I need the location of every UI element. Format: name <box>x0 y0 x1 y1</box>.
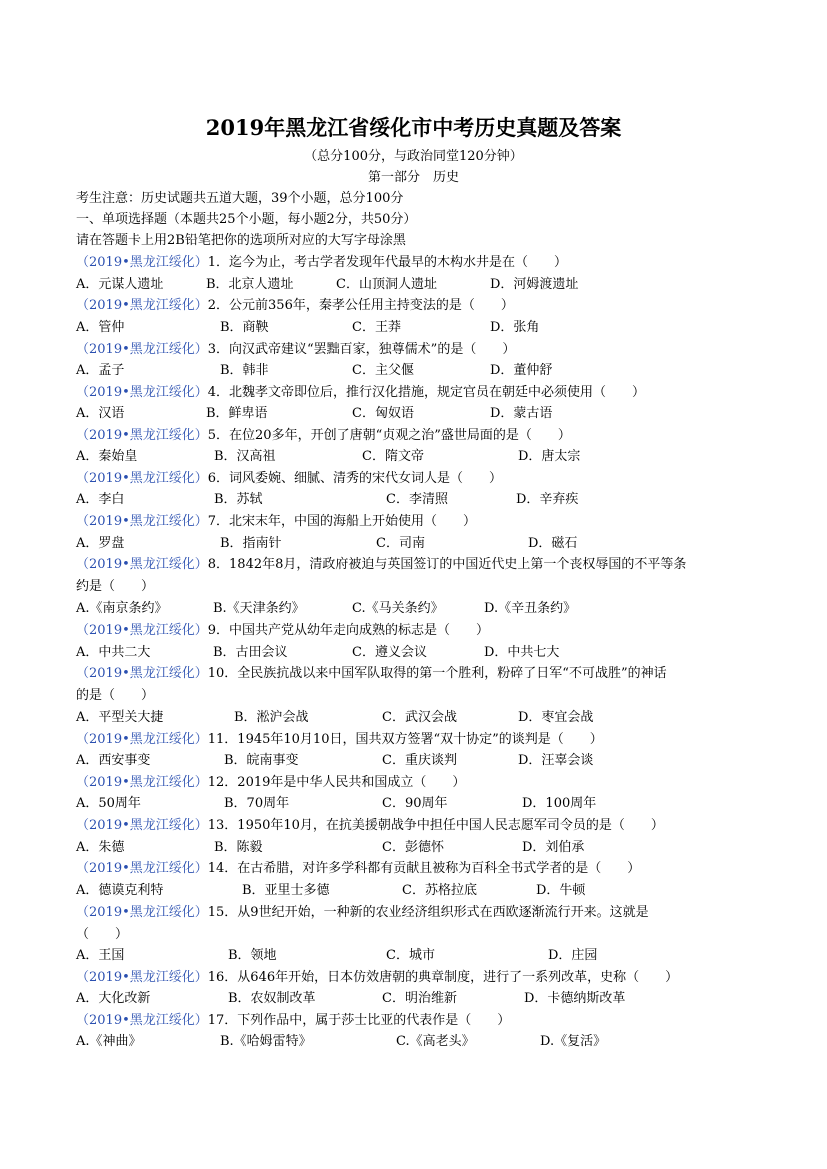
question-13-option-d: D．刘伯承 <box>522 840 585 855</box>
question-source: （2019•黑龙江绥化） <box>76 1013 208 1028</box>
question-3-option-d: D．董仲舒 <box>490 363 553 378</box>
question-16-option-b: B．农奴制改革 <box>228 991 316 1006</box>
page-subtitle: （总分100分，与政治同堂120分钟） <box>304 149 523 164</box>
question-4-stem <box>76 385 645 401</box>
question-15-option-c: C．城市 <box>386 948 435 963</box>
question-source: （2019•黑龙江绥化） <box>76 557 208 572</box>
question-text: 10．全民族抗战以来中国军队取得的第一个胜利，粉碎了日军“不可战胜”的神话 <box>207 666 667 681</box>
exam-notice: 考生注意：历史试题共五道大题，39个小题，总分100分 <box>76 191 404 206</box>
question-12-option-c: C．90周年 <box>382 796 448 811</box>
question-9-option-a: A．中共二大 <box>76 645 151 660</box>
question-9-option-c: C．遵义会议 <box>352 645 427 660</box>
question-11-option-c: C．重庆谈判 <box>382 753 457 768</box>
question-text: 17．下列作品中，属于莎士比亚的代表作是（ ） <box>207 1013 511 1028</box>
question-source: （2019•黑龙江绥化） <box>76 342 208 357</box>
question-12-option-d: D．100周年 <box>522 796 597 811</box>
question-12-stem <box>76 775 465 791</box>
question-1-option-a: A．元谋人遗址 <box>76 277 164 292</box>
question-text: 16．从646年开始，日本仿效唐朝的典章制度，进行了一系列改革，史称（ ） <box>207 970 679 985</box>
question-16-option-d: D．卡德纳斯改革 <box>524 991 626 1006</box>
question-1-option-c: C．山顶洞人遗址 <box>336 277 437 292</box>
question-17-option-c: C.《高老头》 <box>396 1034 475 1049</box>
section-heading: 一、单项选择题（本题共25个小题，每小题2分，共50分） <box>76 212 417 227</box>
question-6-stem <box>76 471 502 487</box>
question-source: （2019•黑龙江绥化） <box>76 428 208 443</box>
question-source: （2019•黑龙江绥化） <box>76 666 208 681</box>
question-17-stem <box>76 1013 510 1029</box>
question-6-option-b: B．苏轼 <box>214 492 263 507</box>
question-5-stem <box>76 428 571 444</box>
question-text: 12．2019年是中华人民共和国成立（ ） <box>207 775 466 790</box>
answer-instruction: 请在答题卡上用2B铅笔把你的选项所对应的大写字母涂黑 <box>76 233 406 248</box>
question-12-option-b: B．70周年 <box>224 796 290 811</box>
question-source: （2019•黑龙江绥化） <box>76 623 208 638</box>
question-text: 1．迄今为止，考古学者发现年代最早的木构水井是在（ ） <box>207 255 568 270</box>
question-text: 8．1842年8月，清政府被迫与英国签订的中国近代史上第一个丧权辱国的不平等条 <box>207 557 687 572</box>
question-2-option-b: B．商鞅 <box>220 320 269 335</box>
question-9-option-b: B．古田会议 <box>213 645 288 660</box>
question-8-stem-continued: 约是（ ） <box>76 579 155 594</box>
question-4-option-d: D．蒙古语 <box>490 406 553 421</box>
question-9-stem <box>76 623 489 639</box>
question-text: 3．向汉武帝建议“罢黜百家，独尊儒术”的是（ ） <box>207 342 516 357</box>
question-10-option-c: C．武汉会战 <box>382 710 457 725</box>
question-11-option-a: A．西安事变 <box>76 753 151 768</box>
question-5-option-b: B．汉高祖 <box>214 449 276 464</box>
question-7-option-d: D．磁石 <box>528 536 578 551</box>
question-14-option-a: A．德谟克利特 <box>76 883 164 898</box>
question-11-stem <box>76 732 603 748</box>
question-12-option-a: A．50周年 <box>76 796 141 811</box>
question-16-option-a: A．大化改新 <box>76 991 151 1006</box>
question-10-stem-continued: 的是（ ） <box>76 688 155 703</box>
question-text: 6．词风委婉、细腻、清秀的宋代女词人是（ ） <box>207 471 503 486</box>
question-3-option-b: B．韩非 <box>220 363 269 378</box>
question-4-option-a: A．汉语 <box>76 406 125 421</box>
question-10-option-d: D．枣宜会战 <box>518 710 594 725</box>
question-2-stem <box>76 298 514 314</box>
question-2-option-d: D．张角 <box>490 320 540 335</box>
question-text: 7．北宋末年，中国的海船上开始使用（ ） <box>207 514 477 529</box>
question-15-option-b: B．领地 <box>228 948 277 963</box>
question-15-option-d: D．庄园 <box>548 948 598 963</box>
question-2-option-a: A．管仲 <box>76 320 125 335</box>
question-text: 11．1945年10月10日，国共双方签署“双十协定”的谈判是（ ） <box>207 732 603 747</box>
question-source: （2019•黑龙江绥化） <box>76 514 208 529</box>
question-7-stem <box>76 514 476 530</box>
question-1-stem <box>76 255 567 271</box>
question-4-option-c: C．匈奴语 <box>352 406 414 421</box>
question-7-option-c: C．司南 <box>376 536 425 551</box>
question-7-option-a: A．罗盘 <box>76 536 125 551</box>
question-source: （2019•黑龙江绥化） <box>76 775 208 790</box>
question-6-option-a: A．李白 <box>76 492 125 507</box>
question-14-option-c: C．苏格拉底 <box>402 883 477 898</box>
question-9-option-d: D．中共七大 <box>484 645 560 660</box>
question-8-option-d: D.《辛丑条约》 <box>484 601 577 616</box>
question-17-option-d: D.《复活》 <box>540 1034 607 1049</box>
question-6-option-c: C．李清照 <box>386 492 448 507</box>
question-3-stem <box>76 342 515 358</box>
question-3-option-c: C．主父偃 <box>352 363 414 378</box>
question-15-option-a: A．王国 <box>76 948 125 963</box>
question-1-option-d: D．河姆渡遗址 <box>490 277 579 292</box>
question-8-option-a: A.《南京条约》 <box>76 601 168 616</box>
question-source: （2019•黑龙江绥化） <box>76 818 208 833</box>
question-11-option-d: D．汪辜会谈 <box>518 753 594 768</box>
question-14-option-d: D．牛顿 <box>536 883 586 898</box>
question-5-option-c: C．隋文帝 <box>362 449 424 464</box>
question-3-option-a: A．孟子 <box>76 363 125 378</box>
question-8-option-b: B.《天津条约》 <box>213 601 305 616</box>
question-14-stem <box>76 861 640 877</box>
question-15-stem <box>76 905 649 921</box>
question-source: （2019•黑龙江绥化） <box>76 385 208 400</box>
question-text: 5．在位20多年，开创了唐朝“贞观之治”盛世局面的是（ ） <box>207 428 571 443</box>
question-8-stem <box>76 557 686 573</box>
page-title: 2019年黑龙江省绥化市中考历史真题及答案 <box>205 115 622 140</box>
question-text: 4．北魏孝文帝即位后，推行汉化措施，规定官员在朝廷中必须使用（ ） <box>207 385 646 400</box>
question-4-option-b: B．鲜卑语 <box>206 406 268 421</box>
question-13-stem <box>76 818 664 834</box>
question-text: 2．公元前356年，秦孝公任用主持变法的是（ ） <box>207 298 514 313</box>
question-10-stem <box>76 666 667 682</box>
question-14-option-b: B．亚里士多德 <box>242 883 330 898</box>
question-1-option-b: B．北京人遗址 <box>206 277 294 292</box>
question-15-stem-continued: （ ） <box>76 927 129 942</box>
question-17-option-b: B.《哈姆雷特》 <box>220 1034 312 1049</box>
question-13-option-b: B．陈毅 <box>214 840 263 855</box>
question-text: 9．中国共产党从幼年走向成熟的标志是（ ） <box>207 623 490 638</box>
question-source: （2019•黑龙江绥化） <box>76 905 208 920</box>
question-13-option-a: A．朱德 <box>76 840 125 855</box>
question-5-option-a: A．秦始皇 <box>76 449 138 464</box>
question-source: （2019•黑龙江绥化） <box>76 298 208 313</box>
question-source: （2019•黑龙江绥化） <box>76 471 208 486</box>
question-text: 15．从9世纪开始，一种新的农业经济组织形式在西欧逐渐流行开来。这就是 <box>207 905 649 920</box>
question-source: （2019•黑龙江绥化） <box>76 861 208 876</box>
question-text: 14．在古希腊，对许多学科都有贡献且被称为百科全书式学者的是（ ） <box>207 861 641 876</box>
question-source: （2019•黑龙江绥化） <box>76 255 208 270</box>
question-17-option-a: A.《神曲》 <box>76 1034 142 1049</box>
question-text: 13．1950年10月，在抗美援朝战争中担任中国人民志愿军司令员的是（ ） <box>207 818 664 833</box>
question-10-option-a: A．平型关大捷 <box>76 710 164 725</box>
question-13-option-c: C．彭德怀 <box>382 840 444 855</box>
part-heading: 第一部分 历史 <box>367 170 459 185</box>
question-5-option-d: D．唐太宗 <box>518 449 581 464</box>
question-source: （2019•黑龙江绥化） <box>76 732 208 747</box>
question-6-option-d: D．辛弃疾 <box>516 492 579 507</box>
question-source: （2019•黑龙江绥化） <box>76 970 208 985</box>
question-2-option-c: C．王莽 <box>352 320 401 335</box>
question-16-stem <box>76 970 678 986</box>
question-11-option-b: B．皖南事变 <box>224 753 299 768</box>
question-8-option-c: C.《马关条约》 <box>352 601 444 616</box>
question-16-option-c: C．明治维新 <box>382 991 457 1006</box>
question-7-option-b: B．指南针 <box>220 536 282 551</box>
question-10-option-b: B．淞沪会战 <box>234 710 309 725</box>
